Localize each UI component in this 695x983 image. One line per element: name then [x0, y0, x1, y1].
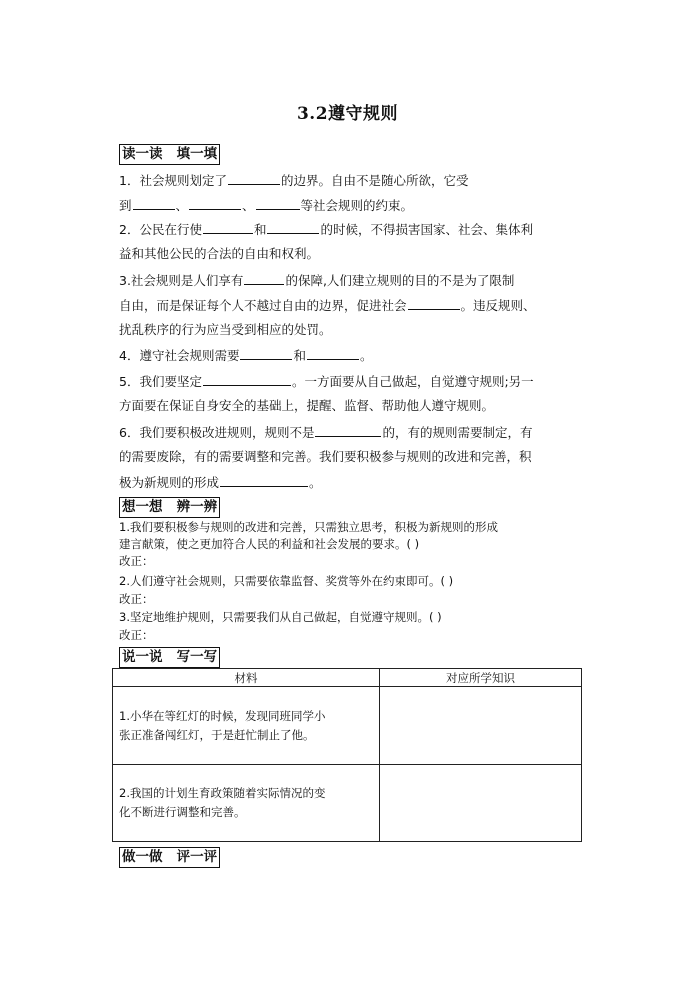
text: 到	[119, 198, 132, 213]
text: 。一方面要从自己做起，自觉遵守规则;另一	[291, 374, 534, 389]
blank[interactable]	[315, 424, 381, 437]
correction-label-2: 改正：	[119, 592, 154, 606]
text: 。	[309, 475, 322, 490]
cell-line: 化不断进行调整和完善。	[119, 805, 246, 819]
question-6-line-3	[119, 474, 581, 491]
blank[interactable]	[189, 197, 241, 210]
material-table	[112, 668, 582, 842]
correction-label-1: 改正：	[119, 554, 154, 568]
knowledge-answer-cell[interactable]	[380, 765, 582, 842]
question-6-line-2: 的需要废除，有的需要调整和完善。我们要积极参与规则的改进和完善，积	[119, 449, 532, 464]
section-heading-do-evaluate: 做一做 评一评	[119, 847, 220, 868]
question-2-line-1	[119, 221, 581, 238]
section-heading-read-fill: 读一读 填一填	[119, 144, 220, 165]
judge-3-line: 3.坚定地维护规则，只需要我们从自己做起，自觉遵守规则。( )	[119, 610, 442, 624]
table-row	[113, 765, 582, 842]
question-6-line-1	[119, 424, 581, 441]
text: 6．我们要积极改进规则，规则不是	[119, 425, 315, 440]
table-header-row	[113, 669, 582, 687]
question-5-line-2: 方面要在保证自身安全的基础上，提醒、监督、帮助他人遵守规则。	[119, 398, 495, 413]
blank[interactable]	[256, 197, 300, 210]
column-header-material: 材料	[113, 669, 380, 687]
text: 的，有的规则需要制定，有	[382, 425, 533, 440]
blank[interactable]	[244, 272, 284, 285]
blank[interactable]	[203, 221, 253, 234]
material-cell	[113, 765, 380, 842]
question-3-line-2	[119, 297, 581, 314]
cell-line: 1.小华在等红灯的时候，发现同班同学小	[119, 708, 326, 723]
table-row	[113, 687, 582, 765]
text: 的边界。自由不是随心所欲，它受	[280, 173, 469, 188]
text: 2．公民在行使	[119, 222, 202, 237]
text: 4．遵守社会规则需要	[119, 348, 240, 363]
blank[interactable]	[228, 172, 280, 185]
judge-1-line-1: 1.我们要积极参与规则的改进和完善，只需独立思考，积极为新规则的形成	[119, 520, 498, 534]
material-cell	[113, 687, 380, 765]
question-3-line-3: 扰乱秩序的行为应当受到相应的处罚。	[119, 322, 332, 337]
text: 和	[253, 222, 267, 237]
judge-2-line: 2.人们遵守社会规则，只需要依靠监督、奖赏等外在约束即可。( )	[119, 574, 454, 588]
blank[interactable]	[267, 221, 319, 234]
blank[interactable]	[133, 197, 175, 210]
text: 的时候，不得损害国家、社会、集体利	[320, 222, 533, 237]
blank[interactable]	[240, 347, 292, 360]
cell-line: 张正准备闯红灯，于是赶忙制止了他。	[119, 727, 315, 742]
knowledge-answer-cell[interactable]	[380, 687, 582, 765]
blank[interactable]	[203, 373, 291, 386]
blank[interactable]	[408, 297, 460, 310]
section-heading-say-write: 说一说 写一写	[119, 647, 220, 668]
text: 自由，而是保证每个人不越过自由的边界，促进社会	[119, 298, 407, 313]
page-title: 3.2遵守规则	[296, 104, 399, 124]
text: 、	[175, 198, 189, 213]
question-5-line-1	[119, 373, 581, 390]
text: 。	[359, 348, 373, 363]
question-2-line-2: 益和其他公民的合法的自由和权利。	[119, 246, 320, 261]
column-header-knowledge: 对应所学知识	[380, 669, 582, 687]
question-1-line-2	[119, 197, 581, 214]
text: 等社会规则的约束。	[300, 198, 414, 213]
text: 、	[242, 198, 255, 213]
question-4-line	[119, 347, 581, 364]
text: 的保障,人们建立规则的目的不是为了限制	[285, 273, 515, 288]
question-3-line-1	[119, 272, 581, 289]
correction-label-3: 改正：	[119, 628, 154, 642]
blank[interactable]	[220, 474, 308, 487]
text: 1．社会规则划定了	[119, 173, 227, 188]
judge-1-line-2: 建言献策，使之更加符合人民的利益和社会发展的要求。( )	[119, 537, 420, 551]
cell-line: 2.我国的计划生育政策随着实际情况的变	[119, 786, 326, 800]
section-heading-think-judge: 想一想 辨一辨	[119, 497, 220, 518]
text: 极为新规则的形成	[119, 475, 220, 490]
blank[interactable]	[307, 347, 359, 360]
question-1-line-1	[119, 172, 581, 189]
text: 3.社会规则是人们享有	[119, 273, 244, 288]
text: 和	[293, 348, 306, 363]
text: 。违反规则、	[460, 298, 536, 313]
text: 5．我们要坚定	[119, 374, 202, 389]
